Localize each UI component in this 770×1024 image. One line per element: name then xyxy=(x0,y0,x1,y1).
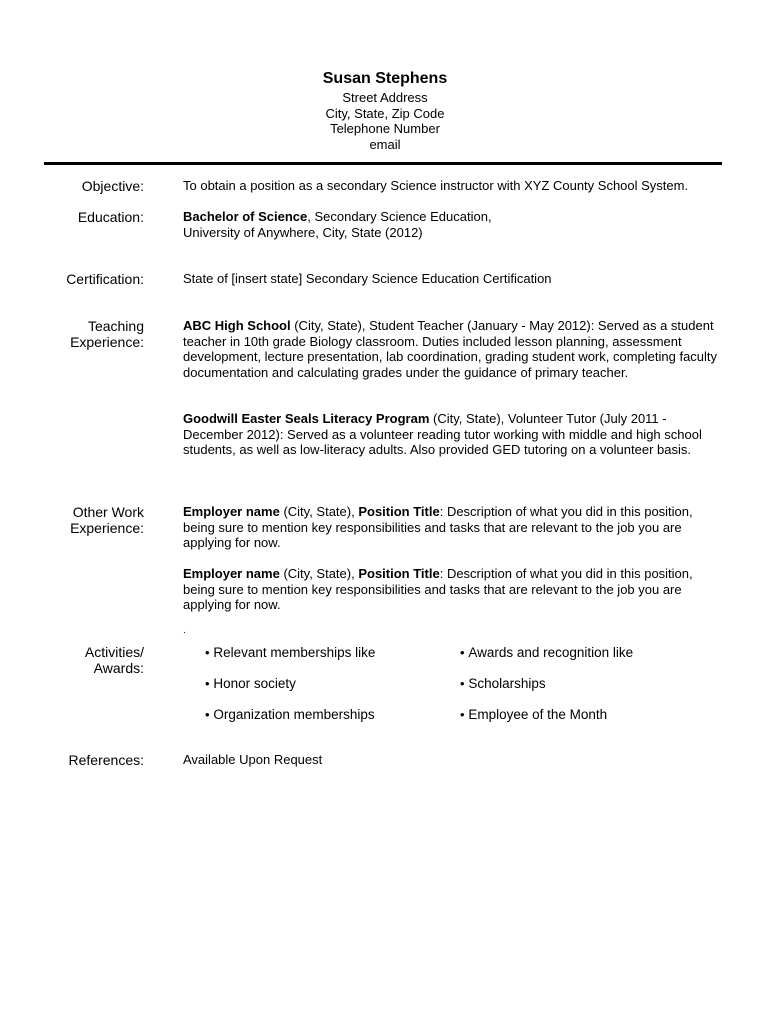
bullet-text: Relevant memberships like xyxy=(213,645,376,660)
degree-field: , Secondary Science Education, xyxy=(307,209,492,224)
education-section xyxy=(183,209,728,240)
certification-text: State of [insert state] Secondary Science Education Certification xyxy=(183,271,552,286)
bullet-text: Awards and recognition like xyxy=(468,645,634,660)
header-divider xyxy=(44,162,722,165)
resume-header xyxy=(0,68,770,152)
teaching-org: ABC High School xyxy=(183,318,291,333)
activities-label xyxy=(85,644,144,676)
bullet-icon: • xyxy=(205,645,210,660)
bullet-icon: • xyxy=(205,707,210,722)
work-desc: : Description of what you did in this position, being sure to mention key responsibilities and tasks that are relevant to the job you are applying for now. xyxy=(183,504,693,551)
other-work-label-line2: Experience: xyxy=(70,520,144,536)
work-entry xyxy=(183,504,728,551)
bullet-item xyxy=(460,676,546,692)
bullet-text: Organization memberships xyxy=(213,707,375,722)
education-label: Education: xyxy=(77,209,144,225)
bullet-icon: • xyxy=(460,676,465,691)
school: University of Anywhere, City, State (2012) xyxy=(183,224,423,240)
employer-location: (City, State), xyxy=(279,566,359,581)
employer-location: (City, State), xyxy=(279,504,359,519)
applicant-name: Susan Stephens xyxy=(322,70,448,87)
position-title: Position Title xyxy=(358,504,440,519)
other-work-label-line1: Other Work xyxy=(72,504,144,520)
bullet-icon: • xyxy=(460,707,465,722)
work-desc: : Description of what you did in this position, being sure to mention key responsibilities and tasks that are relevant to the job you are applying for now. xyxy=(183,566,693,613)
other-work-label xyxy=(70,504,144,536)
objective-label: Objective: xyxy=(81,178,144,194)
work-entry xyxy=(183,566,728,613)
bullet-text: Scholarships xyxy=(468,676,546,691)
employer-name: Employer name xyxy=(183,504,280,519)
activities-label-line1: Activities/ xyxy=(84,644,144,660)
bullet-text: Employee of the Month xyxy=(468,707,608,722)
references-label: References: xyxy=(68,752,144,768)
bullet-item xyxy=(205,645,375,661)
bullet-icon: • xyxy=(460,645,465,660)
teaching-label-line1: Teaching xyxy=(87,318,144,334)
employer-name: Employer name xyxy=(183,566,280,581)
bullet-item xyxy=(460,707,607,723)
bullet-text: Honor society xyxy=(213,676,296,691)
activities-label-line2: Awards: xyxy=(93,660,144,676)
certification-label: Certification: xyxy=(66,271,144,287)
bullet-icon: • xyxy=(205,676,210,691)
degree: Bachelor of Science xyxy=(183,209,308,224)
email-address: email xyxy=(369,136,401,152)
teaching-desc: (City, State), Student Teacher (January - May 2012): Served as a student teacher in 10th grade Biology classroom. Duties included lesson planning, assessment development, lecture presentation, lab coordination, grading student work, completing faculty documentation and calculating grades under the guidance of primary teacher. xyxy=(183,318,718,380)
teaching-label xyxy=(70,318,144,350)
teaching-entry xyxy=(183,411,728,458)
bullet-item xyxy=(205,676,296,692)
teaching-label-line2: Experience: xyxy=(70,334,144,350)
telephone-number: Telephone Number xyxy=(330,121,440,136)
teaching-desc: (City, State), Volunteer Tutor (July 2011 - December 2012): Served as a volunteer reading tutor working with middle and high school students, as well as low-literacy adults. Also provided GED tutoring on a volunteer basis. xyxy=(183,411,702,458)
bullet-item xyxy=(460,645,633,661)
stray-mark: . xyxy=(183,625,186,636)
teaching-entry xyxy=(183,318,728,380)
city-state-zip: City, State, Zip Code xyxy=(325,105,445,121)
objective-text: To obtain a position as a secondary Science instructor with XYZ County School System. xyxy=(183,178,689,193)
position-title: Position Title xyxy=(358,566,440,581)
references-text: Available Upon Request xyxy=(183,752,323,767)
bullet-item xyxy=(205,707,375,723)
teaching-org: Goodwill Easter Seals Literacy Program xyxy=(183,411,430,426)
street-address: Street Address xyxy=(342,90,428,105)
